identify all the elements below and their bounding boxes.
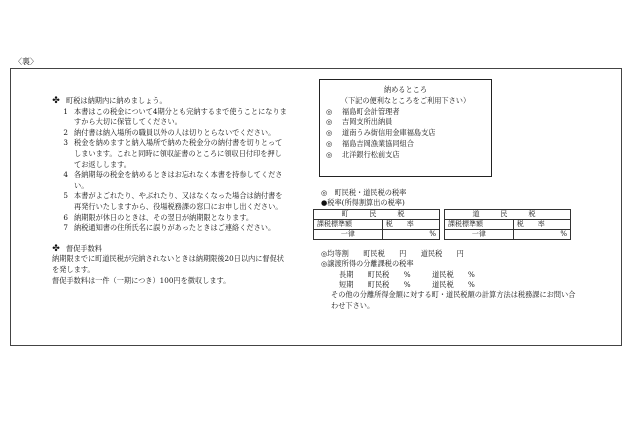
notice-item: 1 本書はこの税金について4期分とも完納するまで使うことになりますから大切に保管してください。 [63,106,287,127]
notice-item: 2 納付書は納入場所の職員以外の人は切りとらないでください。 [63,127,276,137]
page-side-label: 〈裏〉 [14,57,38,66]
notice-item: 6 納期限が休日のときは、その翌日が納期限となります。 [63,212,254,222]
pref-rate-prefix: 一律 [444,229,513,239]
notice-item: 5 本書がよごれたり、やぶれたり、又はなくなった場合は納付書を再発行いたしますから、役場税務課の窓口にお申し出ください。 [63,191,283,211]
tokusoku-line: 納期限までに町道民税が完納されないときは納期限後20日以内に督促状を発します。 [52,254,284,274]
tax-rate-table [313,209,571,240]
pref-base-amount-header: 課税標準額 [444,219,513,229]
payment-place-item: ◎ 吉岡支所出納員 [326,117,393,127]
town-rate-header: 税 率 [382,219,439,229]
tax-rate-section [309,188,577,311]
separate-note: その他の分離所得金額に対する町・道民税額の計算方法は税務課にお問い合わせ下さい。 [331,290,576,310]
town-tax-header: 町 民 税 [314,209,440,219]
payment-place-item: ◎ 北洋銀行松前支店 [326,149,400,159]
notice-section [52,96,288,286]
town-rate-unit: % [382,229,439,239]
kintouwari-line: ◎均等割 町民税 円 道民税 円 [321,248,464,258]
clover-bullet-icon: ✤ [52,96,60,107]
double-circle-icon: ◎ [326,138,333,148]
clover-bullet-icon: ✤ [52,244,60,255]
payment-places-title: 納めるところ [383,85,428,94]
pref-rate-unit: % [513,229,570,239]
double-circle-icon: ◎ [326,128,333,138]
payment-place-item: ◎ 道南うみ街信用金庫福島支店 [326,128,436,138]
separate-long-term: 長期 町民税 % 道民税 % [339,269,475,279]
tokusoku-section [52,244,288,286]
notice-heading: 町税は納期内に納めましょう。 [66,96,167,105]
tax-rate-subheading: ●税率(所得割算出の税率) [321,198,405,208]
notice-item: 4 各納期毎の税金を納めるときはお忘れなく本書を持参してください。 [63,170,283,190]
tokusoku-heading-row [52,244,288,255]
notice-heading-row [52,96,288,107]
tokusoku-heading: 督促手数料 [66,243,102,253]
double-circle-icon: ◎ [326,149,333,159]
pref-tax-header: 道 民 税 [444,209,570,219]
double-circle-icon: ◎ [326,106,333,116]
town-rate-prefix: 一律 [314,229,383,239]
notice-item: 3 税金を納めますと納入場所で納めた税金分の納付書を切りとってしまいます。これと同時に領収証書のところに領収日付印を押してお返しします。 [63,138,283,169]
pref-rate-header: 税 率 [513,219,570,229]
payment-places-subtitle: （下記の便利なところをご利用下さい） [340,95,471,105]
tax-rate-heading: ◎ 町民税・道民税の税率 [321,188,407,197]
separate-tax-heading: ◎譲渡所得の分離課税の税率 [321,259,414,269]
tokusoku-line: 督促手数料は一件（一期につき）100円を徴収します。 [52,275,231,285]
town-base-amount-header: 課税標準額 [314,219,383,229]
payment-place-item: ◎ 福島吉岡漁業協同組合 [326,138,414,148]
separate-short-term: 短期 町民税 % 道民税 % [339,280,475,290]
payment-place-item: ◎ 福島町会計管理者 [326,106,400,116]
double-circle-icon: ◎ [326,117,333,127]
payment-places-box [319,79,492,177]
notice-item: 7 納税通知書の住所氏名に誤りがあったときはご連絡ください。 [63,223,276,233]
